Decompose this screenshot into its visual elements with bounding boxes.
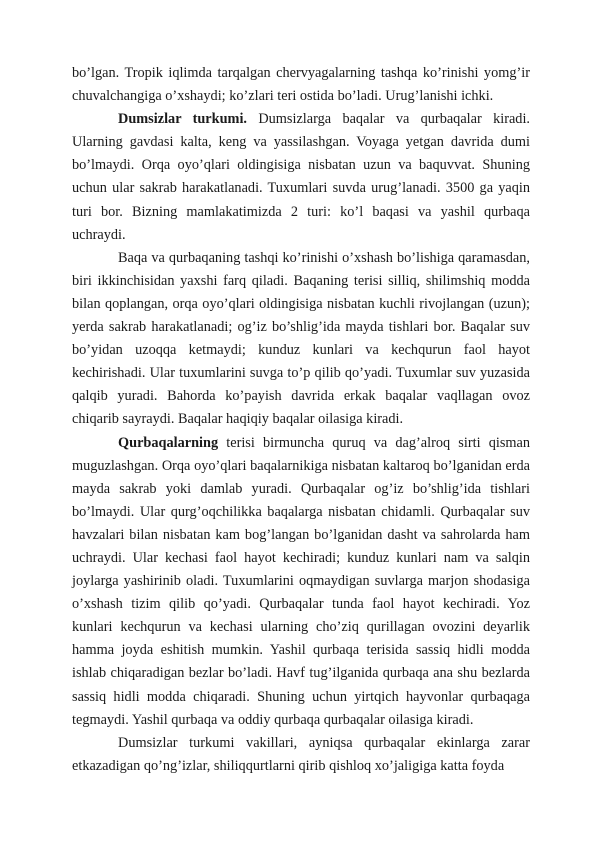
paragraph-text: Dumsizlarga baqalar va qurbaqalar kiradi. Ularning gavdasi kalta, keng va yassilashgan. Voyaga yetgan davrida dumi bo’lmaydi. Orqa oyo’qlari oldingisiga nisbatan uzun va baquvvat. Shuning uchun ular sakrab harakatlanadi. Tuxumlari suvda urug’lanadi. 3500 ga yaqin turi bor. Bizning mamlakatimizda 2 turi: ko’l baqasi va yashil qurbaqa uchraydi.	[72, 111, 530, 243]
paragraph-heading: Qurbaqalarning	[118, 434, 219, 451]
paragraph-baqa	[72, 247, 530, 432]
paragraph-vakillari	[72, 732, 530, 778]
paragraph-text: terisi birmuncha quruq va dag’alroq sirti qisman muguzlashgan. Orqa oyo’qlari baqalarnikiga nisbatan kaltaroq bo’lganidan erda mayda sakrab yoki damlab yuradi. Qurbaqalar og’iz bo’shlig’ida tishlari bo’lmaydi. Ular qurg’oqchilikka baqalarga nisbatan chidamli. Qurbaqalar suv havzalari bilan nisbatan kam bog’langan bo’lganidan dasht va sahrolarda ham uchraydi. Ular kechasi faol hayot kechiradi; kunduz kunlari nam va salqin joylarga yashirinib oladi. Tuxumlarini oqmaydigan suvlarga marjon shodasiga o’xshash tizim qilib qo’yadi. Qurbaqalar tunda faol hayot kechiradi. Yoz kunlari kechqurun va kechasi ularning cho’ziq qurillagan ovozini deyarlik hamma joyda eshitish mumkin. Yashil qurbaqa terisida sassiq hidli modda ishlab chiqaradigan bezlar bo’ladi. Havf tug’ilganida qurbaqa ana shu bezlarda sassiq hidli modda chiqaradi. Shuning uchun yirtqich hayvonlar qurbaqaga tegmaydi. Yashil qurbaqa va oddiy qurbaqa qurbaqalar oilasiga kiradi.	[72, 434, 530, 728]
paragraph-continuation	[72, 62, 530, 108]
paragraph-dumsizlar	[72, 108, 530, 247]
paragraph-heading: Dumsizlar turkumi.	[118, 111, 248, 128]
paragraph-text: Baqa va qurbaqaning tashqi ko’rinishi o’xshash bo’lishiga qaramasdan, biri ikkinchisidan yaxshi farq qiladi. Baqaning terisi silliq, shilimshiq modda bilan qoplangan, orqa oyo’qlari oldingisiga nisbatan kuchli rivojlangan (uzun); yerda sakrab harakatlanadi; og’iz bo’shlig’ida mayda tishlari bor. Baqalar suv bo’yidan uzoqqa ketmaydi; kunduz kunlari va kechqurun faol hayot kechirishadi. Ular tuxumlarini suvga to’p qilib qo’yadi. Tuxumlar suv yuzasida qalqib yuradi. Bahorda ko’payish davrida erkak baqalar vaqllagan ovoz chiqarib sayraydi. Baqalar haqiqiy baqalar oilasiga kiradi.	[72, 249, 530, 428]
document-page	[72, 62, 530, 778]
paragraph-text: bo’lgan. Tropik iqlimda tarqalgan chervyagalarning tashqa ko’rinishi yomg’ir chuvalchangiga o’xshaydi; ko’zlari teri ostida bo’ladi. Urug’lanishi ichki.	[72, 65, 530, 105]
paragraph-text: Dumsizlar turkumi vakillari, ayniqsa qurbaqalar ekinlarga zarar etkazadigan qo’ng’izlar, shiliqqurtlarni qirib qishloq xo’jaligiga katta foyda	[72, 734, 530, 774]
paragraph-qurbaqalar	[72, 432, 530, 732]
